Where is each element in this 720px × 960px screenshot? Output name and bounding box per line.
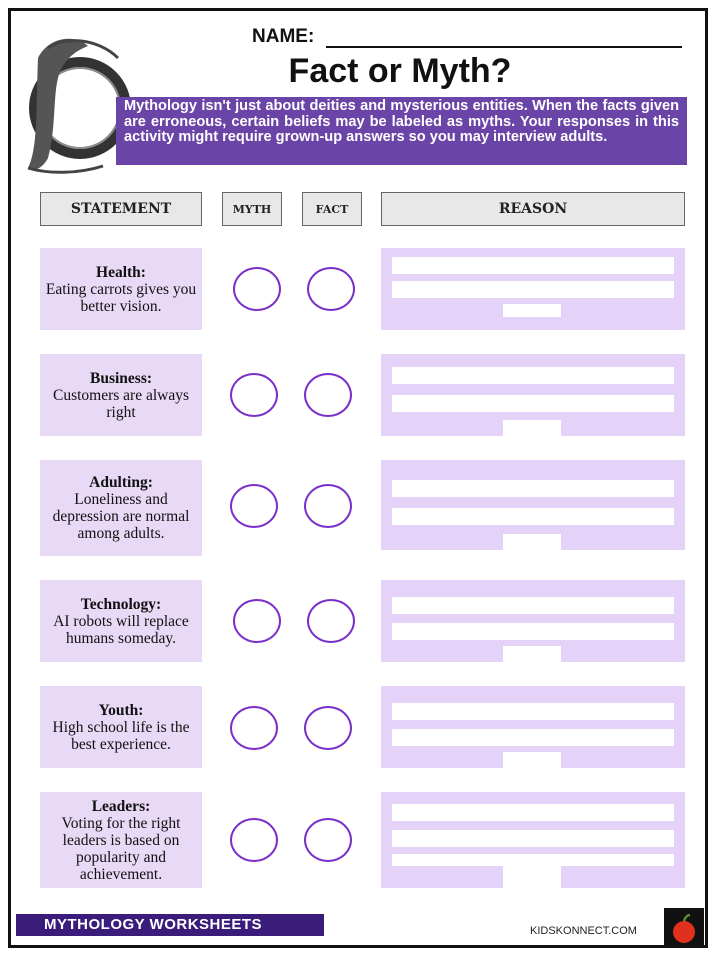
reason-line[interactable] xyxy=(392,729,674,746)
statement-text: AI robots will replace humans someday. xyxy=(53,612,189,647)
name-write-line[interactable] xyxy=(326,46,682,48)
reason-line[interactable] xyxy=(392,830,674,847)
statement-card xyxy=(40,354,202,436)
statement-card xyxy=(40,686,202,768)
reason-box[interactable] xyxy=(381,792,685,888)
column-header-reason: REASON xyxy=(381,192,685,226)
reason-box[interactable] xyxy=(381,686,685,768)
reason-line[interactable] xyxy=(392,480,674,497)
fact-choice-circle[interactable] xyxy=(304,706,352,750)
mermaid-moon-illustration xyxy=(18,28,130,176)
statement-text: Voting for the right leaders is based on popularity and achievement. xyxy=(61,814,181,883)
fact-choice-circle[interactable] xyxy=(304,484,352,528)
statement-topic: Adulting: xyxy=(89,474,153,491)
statement-topic: Health: xyxy=(96,263,146,281)
reason-box-notch xyxy=(503,304,561,317)
reason-box-notch xyxy=(503,420,561,436)
statement-topic: Technology: xyxy=(80,595,162,613)
reason-box-notch xyxy=(503,646,561,662)
myth-choice-circle[interactable] xyxy=(233,599,281,643)
reason-line[interactable] xyxy=(392,854,674,866)
statement-card xyxy=(40,248,202,330)
myth-choice-circle[interactable] xyxy=(230,373,278,417)
reason-box-notch xyxy=(503,866,561,888)
footer-series-label: MYTHOLOGY WORKSHEETS xyxy=(16,914,324,936)
myth-choice-circle[interactable] xyxy=(230,484,278,528)
reason-box[interactable] xyxy=(381,354,685,436)
reason-line[interactable] xyxy=(392,257,674,274)
apple-logo-icon xyxy=(664,908,704,948)
reason-box[interactable] xyxy=(381,248,685,330)
reason-line[interactable] xyxy=(392,367,674,384)
statement-topic: Leaders: xyxy=(91,797,151,815)
statement-topic: Business: xyxy=(89,369,153,387)
reason-line[interactable] xyxy=(392,508,674,525)
fact-choice-circle[interactable] xyxy=(304,818,352,862)
reason-line[interactable] xyxy=(392,597,674,614)
reason-line[interactable] xyxy=(392,703,674,720)
column-header-statement: STATEMENT xyxy=(40,192,202,226)
reason-box-notch xyxy=(503,752,561,768)
statement-text: High school life is the best experience. xyxy=(52,718,190,753)
intro-paragraph: Mythology isn't just about deities and mysterious entities. When the facts given are erroneous, certain beliefs may be labeled as myths. Your responses in this activity might require grown-up answers so you may interview adults. xyxy=(116,97,687,165)
statement-text: Eating carrots gives you better vision. xyxy=(45,280,197,315)
reason-line[interactable] xyxy=(392,804,674,821)
myth-choice-circle[interactable] xyxy=(233,267,281,311)
fact-choice-circle[interactable] xyxy=(304,373,352,417)
column-header-fact: FACT xyxy=(302,192,362,226)
reason-line[interactable] xyxy=(392,395,674,412)
reason-box-notch xyxy=(503,534,561,550)
reason-box[interactable] xyxy=(381,580,685,662)
footer-site-name: KIDSKONNECT.COM xyxy=(530,925,637,937)
myth-choice-circle[interactable] xyxy=(230,706,278,750)
statement-card xyxy=(40,580,202,662)
statement-text: Customers are always right xyxy=(52,386,190,421)
statement-card xyxy=(40,792,202,888)
fact-choice-circle[interactable] xyxy=(307,599,355,643)
reason-line[interactable] xyxy=(392,623,674,640)
statement-text: Loneliness and depression are normal among adults. xyxy=(52,491,190,542)
column-header-myth: MYTH xyxy=(222,192,282,226)
reason-box[interactable] xyxy=(381,460,685,550)
statement-card xyxy=(40,460,202,556)
name-label: NAME: xyxy=(252,26,315,47)
fact-choice-circle[interactable] xyxy=(307,267,355,311)
statement-topic: Youth: xyxy=(98,701,144,719)
reason-line[interactable] xyxy=(392,281,674,298)
page-title: Fact or Myth? xyxy=(288,52,512,90)
myth-choice-circle[interactable] xyxy=(230,818,278,862)
